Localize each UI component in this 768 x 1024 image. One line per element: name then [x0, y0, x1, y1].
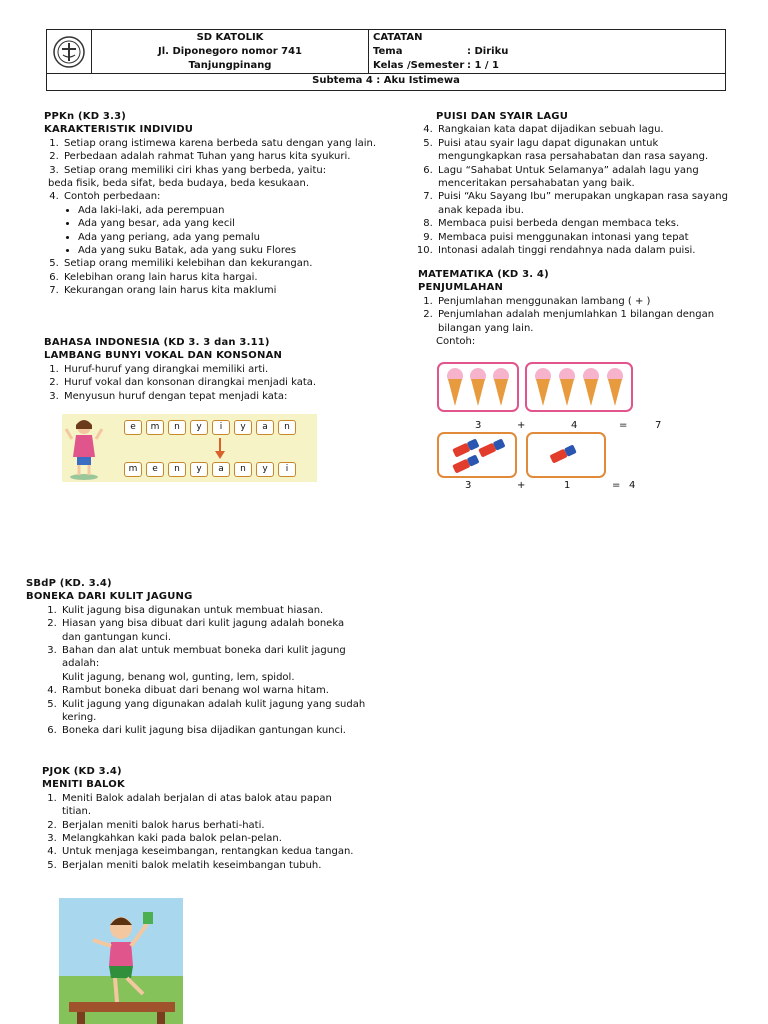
list-item: 4. Contoh perbedaan: — [62, 190, 384, 203]
eq2-a: 3 — [465, 480, 472, 491]
letter-tile: m — [146, 420, 164, 435]
ppkn-examples — [44, 204, 384, 258]
eq1-a: 3 — [475, 420, 482, 431]
balance-beam-boy-illustration — [59, 898, 183, 1024]
ppkn-title: PPKn (KD 3.3) — [44, 111, 126, 122]
list-item: 6. Kelebihan orang lain harus kita hargai. — [62, 271, 384, 284]
letters-scrambled — [124, 420, 296, 435]
class-label: Kelas /Semester — [373, 60, 465, 71]
school-address: Jl. Diponegoro nomor 741 — [158, 46, 302, 57]
school-name: SD KATOLIK — [196, 32, 264, 43]
list-item: 3. Menyusun huruf dengan tepat menjadi kata: — [62, 390, 384, 403]
school-info — [92, 30, 369, 73]
letter-tile: e — [124, 420, 142, 435]
school-city: Tanjungpinang — [188, 60, 272, 71]
mtk-list — [418, 295, 743, 335]
letter-tile: i — [212, 420, 230, 435]
ppkn-subtitle: KARAKTERISTIK INDIVIDU — [44, 124, 194, 136]
list-item: 2. Hiasan yang bisa dibuat dari kulit jagung adalah boneka dan gantungan kunci. — [60, 617, 366, 644]
list-item: 10. Intonasi adalah tinggi rendahnya nada dalam puisi. — [436, 244, 743, 257]
sbdp-section — [26, 577, 366, 738]
list-item: 3. Bahan dan alat untuk membuat boneka dari kulit jagung adalah: — [60, 644, 366, 671]
eq2-eq: = — [612, 480, 621, 491]
mtk-subtitle: PENJUMLAHAN — [418, 282, 504, 294]
list-item: 4. Rangkaian kata dapat dijadikan sebuah lagu. — [436, 123, 743, 136]
list-item: 2. Perbedaan adalah rahmat Tuhan yang harus kita syukuri. — [62, 150, 384, 163]
sbdp-title: SBdP (KD. 3.4) — [26, 578, 112, 589]
arrow-down-icon — [214, 438, 226, 460]
sbdp-list-cont — [26, 684, 366, 738]
list-item: 6. Lagu “Sahabat Untuk Selamanya” adalah lagu yang menceritakan persahabatan yang baik. — [436, 164, 743, 191]
note-title: CATATAN — [373, 32, 423, 43]
note-info — [369, 30, 725, 73]
list-item: 6. Boneka dari kulit jagung bisa dijadikan gantungan kunci. — [60, 724, 366, 737]
list-item: 7. Puisi “Aku Sayang Ibu” merupakan ungkapan rasa sayang anak kepada ibu. — [436, 190, 743, 217]
pjok-list — [42, 792, 362, 872]
pjok-title: PJOK (KD 3.4) — [42, 766, 122, 777]
list-item: 1. Penjumlahan menggunakan lambang ( + ) — [436, 295, 743, 308]
letter-tile: e — [146, 462, 164, 477]
pjok-section — [42, 765, 362, 872]
eq1-b: 4 — [571, 420, 578, 431]
letter-tile: m — [124, 462, 142, 477]
list-item: 2. Huruf vokal dan konsonan dirangkai menjadi kata. — [62, 376, 384, 389]
eq1-r: 7 — [655, 420, 662, 431]
letter-tile: n — [168, 462, 186, 477]
list-item: 5. Setiap orang memiliki kelebihan dan kekurangan. — [62, 257, 384, 270]
list-item: • Ada yang besar, ada yang kecil — [78, 217, 384, 230]
theme-value: : Diriku — [467, 46, 509, 57]
letters-arranged — [124, 462, 296, 477]
letter-tile: y — [190, 462, 208, 477]
list-item: 3. Melangkahkan kaki pada balok pelan-pelan. — [60, 832, 362, 845]
list-item: 4. Rambut boneka dibuat dari benang wol warna hitam. — [60, 684, 366, 697]
list-item: 1. Huruf-huruf yang dirangkai memiliki arti. — [62, 363, 384, 376]
list-item: 5. Berjalan meniti balok melatih keseimbangan tubuh. — [60, 859, 362, 872]
sbdp-subtitle: BONEKA DARI KULIT JAGUNG — [26, 591, 193, 603]
girl-icon — [64, 415, 104, 481]
pjok-subtitle: MENITI BALOK — [42, 779, 125, 791]
eq2-b: 1 — [564, 480, 571, 491]
list-item-continuation: beda fisik, beda sifat, beda budaya, beda kesukaan. — [48, 178, 310, 190]
letter-tile: n — [168, 420, 186, 435]
school-emblem-icon — [52, 35, 86, 69]
letter-tile: y — [234, 420, 252, 435]
eraser-group-1 — [526, 432, 606, 478]
example-label: Contoh: — [436, 336, 476, 348]
letter-tile: y — [190, 420, 208, 435]
list-item: 1. Setiap orang istimewa karena berbeda satu dengan yang lain. — [62, 137, 384, 150]
list-item: 3. Setiap orang memiliki ciri khas yang berbeda, yaitu: — [62, 164, 384, 177]
ice-cream-group-4 — [525, 362, 633, 412]
eq2-op: + — [517, 480, 526, 491]
list-item: 9. Membaca puisi menggunakan intonasi yang tepat — [436, 231, 743, 244]
math-illustration — [437, 362, 737, 492]
list-item: 2. Berjalan meniti balok harus berhati-hati. — [60, 819, 362, 832]
list-item: 1. Kulit jagung bisa digunakan untuk membuat hiasan. — [60, 604, 366, 617]
eraser-group-3 — [437, 432, 517, 478]
bindo-section — [44, 336, 384, 403]
puisi-title: PUISI DAN SYAIR LAGU — [436, 111, 569, 122]
bindo-subtitle: LAMBANG BUNYI VOKAL DAN KONSONAN — [44, 350, 283, 362]
list-item: • Ada yang periang, ada yang pemalu — [78, 231, 384, 244]
list-item: 5. Puisi atau syair lagu dapat digunakan untuk mengungkapkan rasa persahabatan dan rasa sayang. — [436, 137, 743, 164]
list-item: 2. Penjumlahan adalah menjumlahkan 1 bilangan dengan bilangan yang lain. — [436, 308, 743, 335]
list-item: 5. Kulit jagung yang digunakan adalah kulit jagung yang sudah kering. — [60, 698, 366, 725]
puisi-section — [418, 110, 743, 257]
list-item: 4. Untuk menjaga keseimbangan, rentangkan kedua tangan. — [60, 845, 362, 858]
ppkn-list-end — [44, 257, 384, 297]
letter-tile: y — [256, 462, 274, 477]
mtk-title: MATEMATIKA (KD 3. 4) — [418, 269, 549, 280]
eq1-eq: = — [619, 420, 628, 431]
class-value: : 1 / 1 — [467, 60, 500, 71]
letter-tile: a — [212, 462, 230, 477]
ppkn-list-cont — [44, 190, 384, 203]
list-item: 7. Kekurangan orang lain harus kita maklumi — [62, 284, 384, 297]
bindo-list — [44, 363, 384, 403]
list-item: • Ada laki-laki, ada perempuan — [78, 204, 384, 217]
ppkn-list — [44, 137, 384, 177]
eq1-op: + — [517, 420, 526, 431]
school-logo — [47, 30, 92, 73]
ppkn-section — [44, 110, 384, 298]
subtheme: Subtema 4 : Aku Istimewa — [312, 75, 460, 86]
header-table — [46, 29, 726, 91]
list-item: 8. Membaca puisi berbeda dengan membaca teks. — [436, 217, 743, 230]
letter-tile: n — [234, 462, 252, 477]
eq2-r: 4 — [629, 480, 636, 491]
bindo-title: BAHASA INDONESIA (KD 3. 3 dan 3.11) — [44, 337, 270, 348]
letter-tile: i — [278, 462, 296, 477]
list-item: 1. Meniti Balok adalah berjalan di atas balok atau papan titian. — [60, 792, 362, 819]
list-item: • Ada yang suku Batak, ada yang suku Flores — [78, 244, 384, 257]
letters-illustration — [62, 414, 317, 482]
theme-label: Tema — [373, 46, 403, 57]
ice-cream-group-3 — [437, 362, 519, 412]
letter-tile: n — [278, 420, 296, 435]
puisi-list — [418, 123, 743, 257]
sbdp-list — [26, 604, 366, 671]
letter-tile: a — [256, 420, 274, 435]
list-item-continuation: Kulit jagung, benang wol, gunting, lem, spidol. — [62, 671, 295, 683]
mtk-section — [418, 268, 743, 348]
